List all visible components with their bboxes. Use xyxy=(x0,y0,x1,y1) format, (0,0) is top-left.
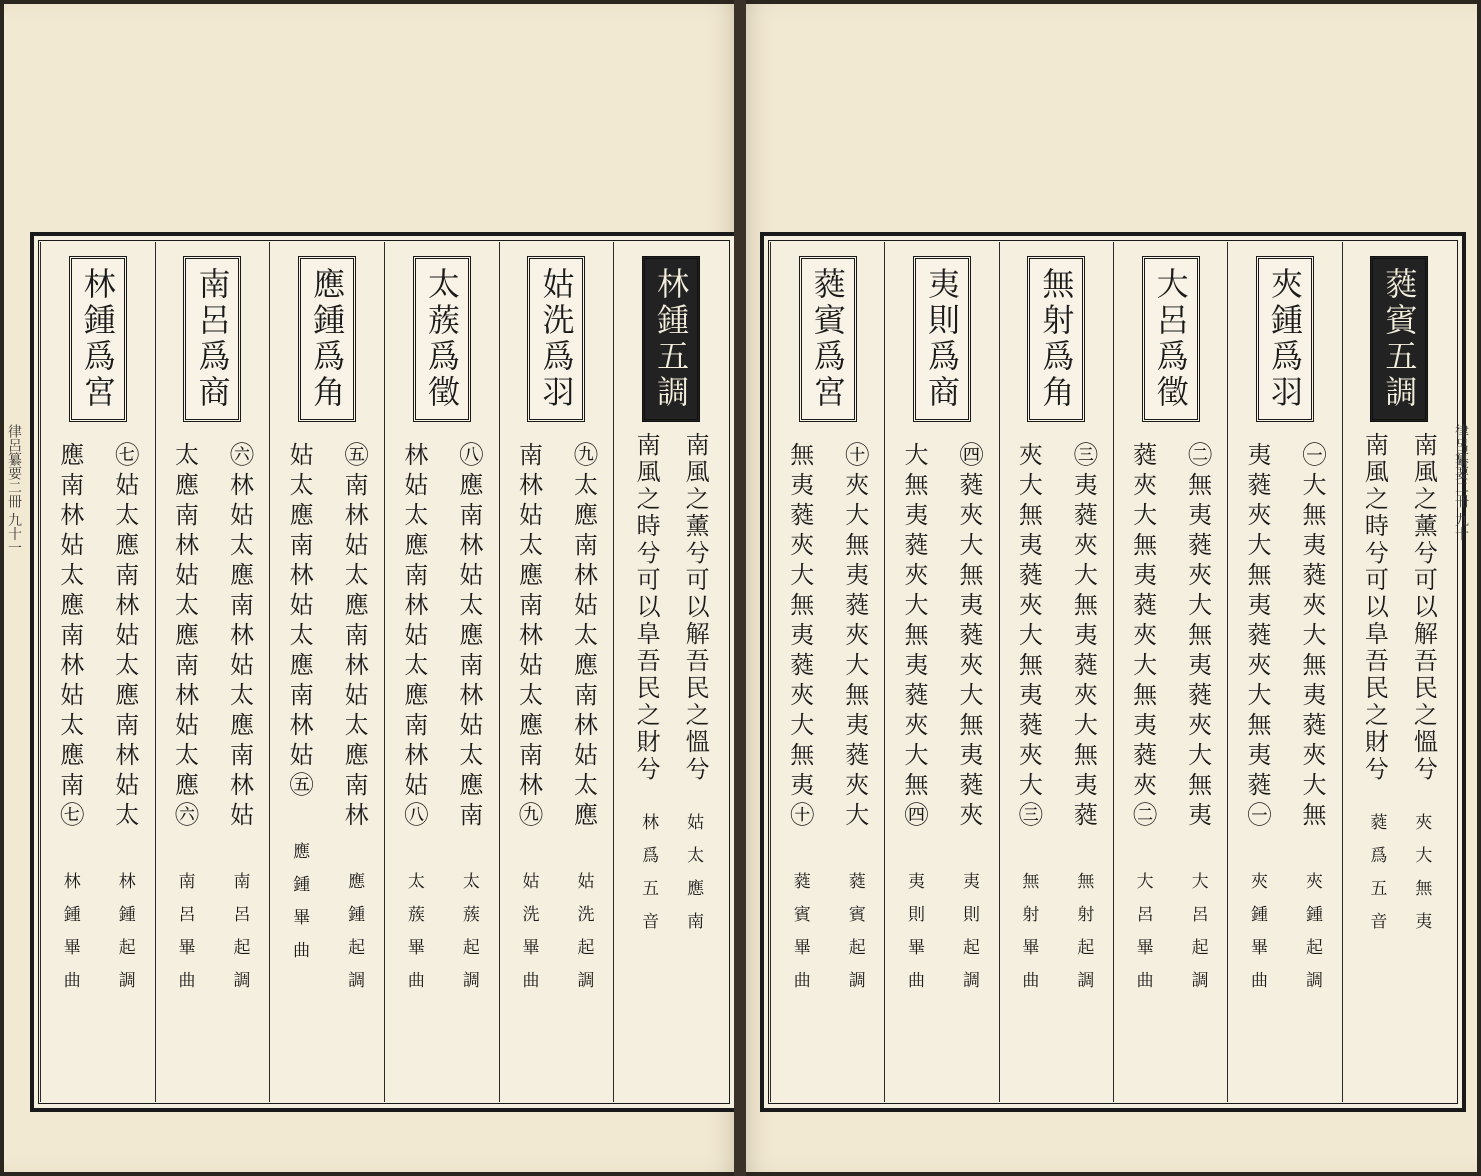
column-pair xyxy=(282,422,372,1004)
mode-column xyxy=(40,242,155,1102)
sub-column xyxy=(783,422,818,1004)
notes: ㊅林姑太應南林姑太應南林姑 xyxy=(225,442,254,832)
column-pair xyxy=(1240,422,1330,1004)
footer-note: 蕤賓畢曲 xyxy=(789,872,810,1004)
notes: ㊉夾大無夷蕤夾大無夷蕤夾大 xyxy=(840,442,869,832)
title-pair xyxy=(629,432,713,783)
notes: ㊂夷蕤夾大無夷蕤夾大無夷蕤 xyxy=(1069,442,1098,832)
sub-column xyxy=(1240,422,1275,1004)
left-edge-text: 律呂纂要二冊 九十一 xyxy=(6,424,22,555)
lyric-line: 南風之薰兮可以解吾民之慍兮 xyxy=(681,432,710,783)
column-pair xyxy=(511,422,601,1004)
notes: 應南林姑太應南林姑太應南㊆ xyxy=(55,442,84,832)
mode-label: 無射爲角 xyxy=(1027,256,1085,422)
column-pair xyxy=(1011,422,1101,1004)
left-columns xyxy=(40,242,728,1102)
mode-title-label: 林鍾五調 xyxy=(642,256,700,422)
footer-note: 林爲五音 xyxy=(638,813,659,945)
mode-label: 南呂爲商 xyxy=(183,256,241,422)
notes: ㊆姑太應南林姑太應南林姑太 xyxy=(110,442,139,832)
mode-column xyxy=(770,242,884,1102)
sub-column xyxy=(511,422,546,1004)
sub-column xyxy=(1181,422,1216,1004)
column-pair xyxy=(1126,422,1216,1004)
sub-column xyxy=(282,422,317,1004)
notes: 大無夷蕤夾大無夷蕤夾大無㊃ xyxy=(900,442,929,832)
footer-note: 應鍾起調 xyxy=(344,872,365,1004)
mode-label: 應鍾爲角 xyxy=(298,256,356,422)
sub-column xyxy=(1126,422,1161,1004)
footer-note: 蕤賓起調 xyxy=(844,872,865,1004)
sub-column xyxy=(897,422,932,1004)
footer-note: 夷則畢曲 xyxy=(904,872,925,1004)
mode-label: 姑洗爲羽 xyxy=(527,256,585,422)
notes: 蕤夾大無夷蕤夾大無夷蕤夾㊁ xyxy=(1128,442,1157,832)
footer-note: 夾鍾起調 xyxy=(1302,872,1322,1004)
mode-column xyxy=(884,242,998,1102)
mode-label: 太蔟爲徵 xyxy=(413,256,471,422)
sub-column xyxy=(108,422,143,1004)
footer-note: 太蔟起調 xyxy=(458,872,479,1004)
title-footer xyxy=(636,783,706,945)
notes: 太應南林姑太應南林姑太應㊅ xyxy=(170,442,199,832)
sub-column xyxy=(1011,422,1046,1004)
sub-column xyxy=(53,422,88,1004)
column-pair xyxy=(783,422,873,1004)
notes: ㊀大無夷蕤夾大無夷蕤夾大無 xyxy=(1298,442,1326,832)
right-frame xyxy=(760,232,1466,1112)
sub-column xyxy=(337,422,372,1004)
footer-note: 南呂起調 xyxy=(229,872,250,1004)
footer-note: 大呂起調 xyxy=(1187,872,1208,1004)
footer-note: 夷則起調 xyxy=(959,872,980,1004)
footer-note: 無射起調 xyxy=(1073,872,1094,1004)
mode-label: 蕤賓爲宮 xyxy=(799,256,857,422)
mode-column xyxy=(1227,242,1341,1102)
footer-note: 無射畢曲 xyxy=(1018,872,1039,1004)
footer-note: 姑洗起調 xyxy=(573,872,594,1004)
mode-column xyxy=(155,242,270,1102)
footer-note: 夾大無夷 xyxy=(1411,813,1432,945)
mode-title-label: 蕤賓五調 xyxy=(1370,256,1428,422)
left-frame xyxy=(30,232,738,1112)
notes: ㊁無夷蕤夾大無夷蕤夾大無夷 xyxy=(1183,442,1212,832)
column-pair xyxy=(397,422,487,1004)
sub-column xyxy=(452,422,487,1004)
right-page xyxy=(742,4,1477,1172)
right-edge-text: 律呂纂要二冊 九十 xyxy=(1453,424,1469,541)
notes: 夾大無夷蕤夾大無夷蕤夾大㊂ xyxy=(1014,442,1043,832)
notes: 無夷蕤夾大無夷蕤夾大無夷㊉ xyxy=(785,442,814,832)
sub-column xyxy=(1295,422,1330,1004)
mode-column xyxy=(999,242,1113,1102)
notes: 林姑太應南林姑太應南林姑㊇ xyxy=(399,442,428,832)
column-pair xyxy=(897,422,987,1004)
notes: 夷蕤夾大無夷蕤夾大無夷蕤㊀ xyxy=(1243,442,1271,832)
footer-note: 姑洗畢曲 xyxy=(518,872,539,1004)
title-column xyxy=(613,242,728,1102)
mode-label: 大呂爲徵 xyxy=(1142,256,1200,422)
mode-label: 林鍾爲宮 xyxy=(69,256,127,422)
title-column xyxy=(1342,242,1456,1102)
footer-note: 夾鍾畢曲 xyxy=(1247,872,1267,1004)
title-pair xyxy=(1357,432,1441,783)
lyric-line: 南風之時兮可以阜吾民之財兮 xyxy=(1360,432,1389,783)
sub-column xyxy=(397,422,432,1004)
left-page xyxy=(4,4,738,1172)
sub-column xyxy=(952,422,987,1004)
lyric-line: 南風之薰兮可以解吾民之慍兮 xyxy=(1409,432,1438,783)
sub-column xyxy=(167,422,202,1004)
footer-note: 應鍾畢曲 xyxy=(289,842,310,974)
book-gutter xyxy=(734,0,746,1176)
notes: ㊇應南林姑太應南林姑太應南 xyxy=(454,442,483,832)
sub-column xyxy=(1066,422,1101,1004)
footer-note: 林鍾起調 xyxy=(114,872,135,1004)
notes: ㊈太應南林姑太應南林姑太應 xyxy=(569,442,598,832)
column-pair xyxy=(53,422,143,1004)
column-pair xyxy=(167,422,257,1004)
footer-note: 蕤爲五音 xyxy=(1366,813,1387,945)
notes: 姑太應南林姑太應南林姑㊄ xyxy=(285,442,314,802)
notes: 南林姑太應南林姑太應南林㊈ xyxy=(514,442,543,832)
title-footer xyxy=(1364,783,1434,945)
mode-column xyxy=(384,242,499,1102)
lyric-line: 南風之時兮可以阜吾民之財兮 xyxy=(632,432,661,783)
footer-note: 太蔟畢曲 xyxy=(403,872,424,1004)
notes: ㊄南林姑太應南林姑太應南林 xyxy=(340,442,369,832)
sub-column xyxy=(838,422,873,1004)
mode-column xyxy=(269,242,384,1102)
mode-column xyxy=(499,242,614,1102)
mode-label: 夷則爲商 xyxy=(913,256,971,422)
notes: ㊃蕤夾大無夷蕤夾大無夷蕤夾 xyxy=(955,442,984,832)
footer-note: 南呂畢曲 xyxy=(174,872,195,1004)
footer-note: 林鍾畢曲 xyxy=(59,872,80,1004)
mode-label: 夾鍾爲羽 xyxy=(1256,256,1314,422)
footer-note: 大呂畢曲 xyxy=(1132,872,1153,1004)
sub-column xyxy=(566,422,601,1004)
mode-column xyxy=(1113,242,1227,1102)
footer-note: 姑太應南 xyxy=(683,813,704,945)
sub-column xyxy=(222,422,257,1004)
right-columns xyxy=(770,242,1456,1102)
